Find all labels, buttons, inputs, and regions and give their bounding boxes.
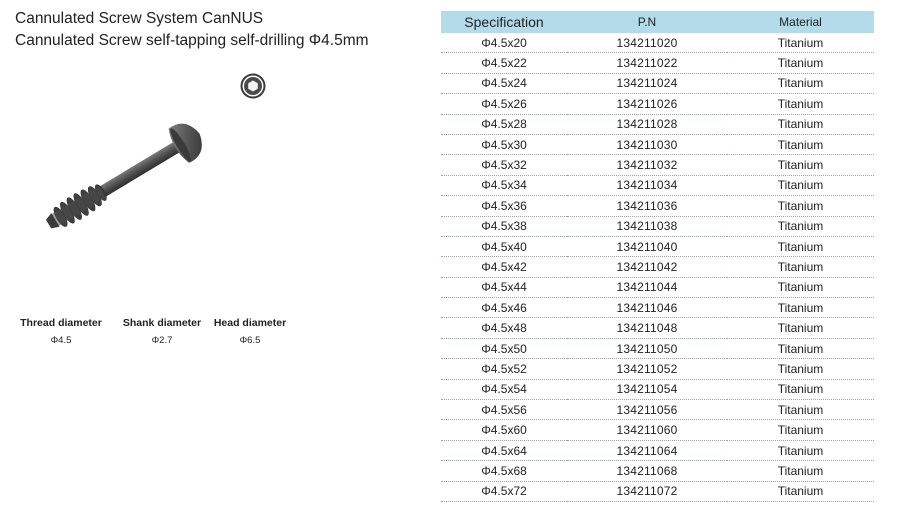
cell-specification: Φ4.5x34 bbox=[441, 175, 567, 195]
cell-material: Titanium bbox=[727, 338, 874, 358]
cell-specification: Φ4.5x36 bbox=[441, 196, 567, 216]
table-row bbox=[441, 481, 874, 501]
table-row bbox=[441, 94, 874, 114]
head-diameter-label: Head diameter bbox=[213, 317, 287, 329]
table-row bbox=[441, 196, 874, 216]
cell-specification: Φ4.5x44 bbox=[441, 277, 567, 297]
cell-material: Titanium bbox=[727, 359, 874, 379]
cell-material: Titanium bbox=[727, 155, 874, 175]
table-row bbox=[441, 359, 874, 379]
table-row bbox=[441, 175, 874, 195]
cell-material: Titanium bbox=[727, 257, 874, 277]
cell-specification: Φ4.5x20 bbox=[441, 33, 567, 53]
cell-specification: Φ4.5x24 bbox=[441, 73, 567, 93]
table-row bbox=[441, 420, 874, 440]
dimension-labels bbox=[0, 317, 320, 357]
table-row bbox=[441, 379, 874, 399]
cell-material: Titanium bbox=[727, 420, 874, 440]
table-row bbox=[441, 461, 874, 481]
cell-part-number: 134211056 bbox=[567, 400, 727, 420]
table-row bbox=[441, 338, 874, 358]
cell-material: Titanium bbox=[727, 236, 874, 256]
cell-part-number: 134211026 bbox=[567, 94, 727, 114]
cell-specification: Φ4.5x56 bbox=[441, 400, 567, 420]
cell-material: Titanium bbox=[727, 481, 874, 501]
cell-part-number: 134211068 bbox=[567, 461, 727, 481]
table-row bbox=[441, 155, 874, 175]
page-title: Cannulated Screw System CanNUS bbox=[15, 10, 264, 27]
cell-part-number: 134211038 bbox=[567, 216, 727, 236]
cell-material: Titanium bbox=[727, 277, 874, 297]
cell-specification: Φ4.5x50 bbox=[441, 338, 567, 358]
cell-part-number: 134211060 bbox=[567, 420, 727, 440]
cell-part-number: 134211032 bbox=[567, 155, 727, 175]
cell-part-number: 134211052 bbox=[567, 359, 727, 379]
cell-specification: Φ4.5x72 bbox=[441, 481, 567, 501]
table-row bbox=[441, 236, 874, 256]
cell-specification: Φ4.5x28 bbox=[441, 114, 567, 134]
cell-part-number: 134211036 bbox=[567, 196, 727, 216]
cell-material: Titanium bbox=[727, 400, 874, 420]
table-row bbox=[441, 73, 874, 93]
cell-part-number: 134211072 bbox=[567, 481, 727, 501]
cell-specification: Φ4.5x46 bbox=[441, 298, 567, 318]
cell-material: Titanium bbox=[727, 134, 874, 154]
cell-part-number: 134211044 bbox=[567, 277, 727, 297]
hex-socket-icon bbox=[239, 72, 267, 100]
cell-material: Titanium bbox=[727, 114, 874, 134]
shank-diameter bbox=[116, 317, 208, 346]
column-header-pn: P.N bbox=[637, 15, 657, 29]
cell-part-number: 134211028 bbox=[567, 114, 727, 134]
cell-material: Titanium bbox=[727, 73, 874, 93]
table-header-row bbox=[441, 11, 874, 33]
cell-material: Titanium bbox=[727, 33, 874, 53]
table-row bbox=[441, 114, 874, 134]
cell-material: Titanium bbox=[727, 461, 874, 481]
head-diameter bbox=[206, 317, 294, 346]
cell-specification: Φ4.5x42 bbox=[441, 257, 567, 277]
table-row bbox=[441, 53, 874, 73]
cell-part-number: 134211040 bbox=[567, 236, 727, 256]
cell-part-number: 134211024 bbox=[567, 73, 727, 93]
table-row bbox=[441, 298, 874, 318]
cell-specification: Φ4.5x60 bbox=[441, 420, 567, 440]
screw-illustration bbox=[40, 118, 220, 248]
cell-specification: Φ4.5x30 bbox=[441, 134, 567, 154]
table-row bbox=[441, 277, 874, 297]
shank-diameter-label: Shank diameter bbox=[122, 317, 202, 329]
table-body bbox=[441, 33, 874, 501]
cell-specification: Φ4.5x32 bbox=[441, 155, 567, 175]
cell-part-number: 134211022 bbox=[567, 53, 727, 73]
cell-material: Titanium bbox=[727, 379, 874, 399]
table-row bbox=[441, 134, 874, 154]
cell-material: Titanium bbox=[727, 318, 874, 338]
cell-material: Titanium bbox=[727, 94, 874, 114]
thread-diameter bbox=[14, 317, 108, 346]
cell-specification: Φ4.5x64 bbox=[441, 440, 567, 460]
head-diameter-value: Φ6.5 bbox=[239, 335, 261, 346]
table-row bbox=[441, 318, 874, 338]
cell-material: Titanium bbox=[727, 298, 874, 318]
cell-specification: Φ4.5x38 bbox=[441, 216, 567, 236]
cell-specification: Φ4.5x68 bbox=[441, 461, 567, 481]
cell-part-number: 134211048 bbox=[567, 318, 727, 338]
cell-specification: Φ4.5x22 bbox=[441, 53, 567, 73]
cell-material: Titanium bbox=[727, 196, 874, 216]
cell-material: Titanium bbox=[727, 175, 874, 195]
cell-part-number: 134211042 bbox=[567, 257, 727, 277]
cell-part-number: 134211050 bbox=[567, 338, 727, 358]
cell-part-number: 134211054 bbox=[567, 379, 727, 399]
cell-material: Titanium bbox=[727, 216, 874, 236]
cell-specification: Φ4.5x26 bbox=[441, 94, 567, 114]
cell-part-number: 134211030 bbox=[567, 134, 727, 154]
table-row bbox=[441, 440, 874, 460]
cell-material: Titanium bbox=[727, 53, 874, 73]
cell-part-number: 134211034 bbox=[567, 175, 727, 195]
cell-specification: Φ4.5x54 bbox=[441, 379, 567, 399]
column-header-material: Material bbox=[779, 15, 822, 29]
cell-material: Titanium bbox=[727, 440, 874, 460]
cell-specification: Φ4.5x48 bbox=[441, 318, 567, 338]
table-row bbox=[441, 216, 874, 236]
table-row bbox=[441, 400, 874, 420]
column-header-specification: Specification bbox=[464, 14, 544, 30]
thread-diameter-value: Φ4.5 bbox=[50, 335, 72, 346]
cell-part-number: 134211064 bbox=[567, 440, 727, 460]
cell-specification: Φ4.5x52 bbox=[441, 359, 567, 379]
table-row bbox=[441, 33, 874, 53]
cell-part-number: 134211020 bbox=[567, 33, 727, 53]
page-subtitle: Cannulated Screw self-tapping self-drilling Φ4.5mm bbox=[15, 32, 369, 49]
cell-specification: Φ4.5x40 bbox=[441, 236, 567, 256]
specification-table bbox=[441, 11, 874, 502]
shank-diameter-value: Φ2.7 bbox=[151, 335, 173, 346]
thread-diameter-label: Thread diameter bbox=[20, 317, 102, 329]
table-row bbox=[441, 257, 874, 277]
cell-part-number: 134211046 bbox=[567, 298, 727, 318]
